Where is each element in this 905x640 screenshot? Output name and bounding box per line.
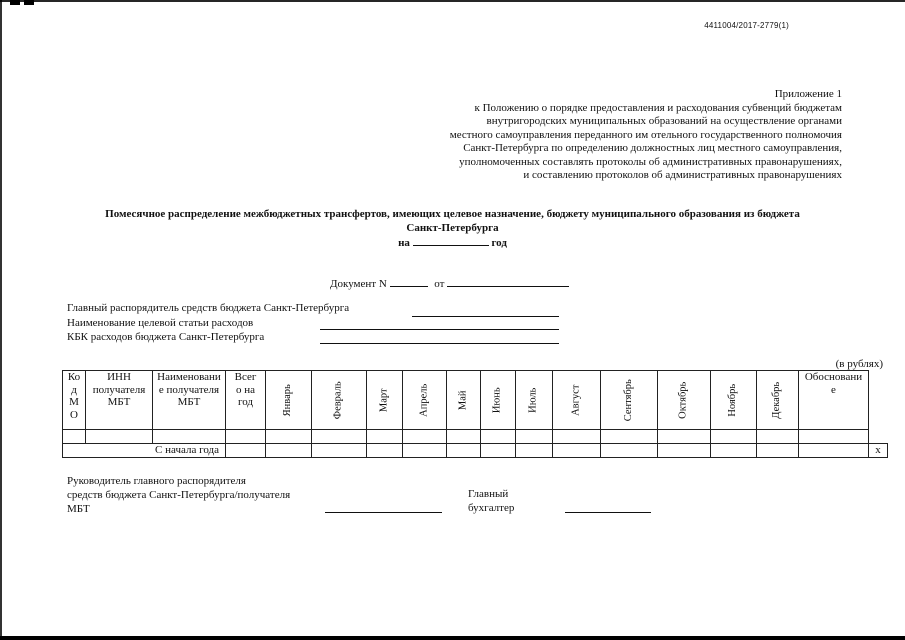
accountant-title-line: Главный [468, 488, 509, 500]
table-cell[interactable] [799, 430, 869, 444]
table-cell[interactable] [312, 444, 367, 458]
document-line [330, 276, 569, 290]
header-month-apr: Апрель [403, 371, 447, 430]
head-title-line: средств бюджета Санкт-Петербурга/получателя [67, 489, 291, 501]
accountant-signature-block [468, 487, 514, 515]
document-from: от [434, 278, 445, 290]
scan-mark [10, 0, 20, 5]
scan-border-top [0, 0, 905, 2]
table-cell[interactable] [553, 444, 601, 458]
document-date-blank [447, 276, 569, 287]
appendix-line: местного самоуправления переданного им отельного государственного полномочия [449, 128, 842, 141]
table-cell[interactable] [757, 430, 799, 444]
appendix-line: к Положению о порядке предоставления и расходования субвенций бюджетам [474, 101, 842, 114]
document-number: 4411004/2017-2779(1) [704, 21, 789, 30]
target-article-blank [320, 328, 559, 330]
title-prefix: на [398, 237, 410, 249]
table-header-row [63, 371, 888, 430]
head-signature-blank [325, 511, 442, 513]
header-month-mar: Март [367, 371, 403, 430]
table-cell[interactable] [312, 430, 367, 444]
header-month-nov: Ноябрь [711, 371, 757, 430]
table-cell[interactable] [711, 430, 757, 444]
accountant-signature-blank [565, 511, 651, 513]
table-cell[interactable] [711, 444, 757, 458]
header-total: Всег о на год [226, 371, 266, 430]
since-start-row [63, 444, 888, 458]
header-month-oct: Октябрь [658, 371, 711, 430]
table-cell[interactable] [516, 430, 553, 444]
justification-x: x [869, 444, 888, 458]
table-cell[interactable] [447, 444, 481, 458]
appendix-line: внутригородских муниципальных образований на осуществление органами [486, 115, 842, 127]
transfers-table [62, 370, 888, 458]
header-month-aug: Август [553, 371, 601, 430]
table-cell[interactable] [367, 430, 403, 444]
table-cell[interactable] [516, 444, 553, 458]
table-cell[interactable] [481, 444, 516, 458]
header-month-jun: Июнь [481, 371, 516, 430]
table-cell[interactable] [553, 430, 601, 444]
header-month-jan: Январь [266, 371, 312, 430]
title-suffix: год [491, 237, 507, 249]
document-number-blank [390, 276, 428, 287]
header-month-dec: Декабрь [757, 371, 799, 430]
appendix-line: уполномоченных составлять протоколы об административных правонарушениях, [459, 155, 842, 168]
header-inn: ИНН получателя МБТ [86, 371, 153, 430]
scan-border-left [0, 0, 2, 640]
title-line: Помесячное распределение межбюджетных трансфертов, имеющих целевое назначение, бюджету муниципального образования из бюджета [105, 208, 800, 220]
table-cell[interactable] [447, 430, 481, 444]
document-label: Документ N [330, 278, 387, 290]
table-cell[interactable] [226, 444, 266, 458]
table-cell[interactable] [757, 444, 799, 458]
table-cell[interactable] [367, 444, 403, 458]
header-kod: Ко д М О [63, 371, 86, 430]
header-month-sep: Сентябрь [601, 371, 658, 430]
table-row [63, 430, 888, 444]
header-month-jul: Июль [516, 371, 553, 430]
table-cell[interactable] [266, 444, 312, 458]
target-article-label: Наименование целевой статьи расходов [67, 317, 254, 329]
scan-mark [24, 0, 34, 5]
header-justification: Обосновани е [799, 371, 869, 430]
table-cell[interactable] [658, 430, 711, 444]
since-start-label: С начала года [63, 444, 226, 458]
table-cell[interactable] [481, 430, 516, 444]
title-year-line [60, 235, 845, 251]
head-title-line: МБТ [67, 503, 90, 515]
table-cell[interactable] [601, 444, 658, 458]
title-line: Санкт-Петербурга [406, 221, 499, 234]
main-admin-label: Главный распорядитель средств бюджета Санкт-Петербурга [67, 302, 350, 314]
table-cell[interactable] [266, 430, 312, 444]
head-signature-block [67, 474, 290, 516]
appendix-line: и составлению протоколов об административных правонарушениях [523, 169, 842, 181]
kbk-blank [320, 342, 559, 344]
head-title-line: Руководитель главного распорядителя [67, 475, 246, 487]
table-cell[interactable] [403, 444, 447, 458]
header-month-feb: Февраль [312, 371, 367, 430]
table-cell[interactable] [226, 430, 266, 444]
appendix-line: Санкт-Петербурга по определению должностных лиц местного самоуправления, [463, 142, 842, 154]
table-cell[interactable] [658, 444, 711, 458]
header-month-may: Май [447, 371, 481, 430]
kbk-label: КБК расходов бюджета Санкт-Петербурга [67, 331, 265, 343]
main-admin-blank [412, 315, 559, 317]
table-cell[interactable] [601, 430, 658, 444]
table-cell[interactable] [63, 430, 86, 444]
units-label: (в рублях) [835, 358, 883, 370]
document-title [60, 208, 845, 251]
scan-border-bottom [0, 636, 905, 640]
table-cell[interactable] [153, 430, 226, 444]
table-cell[interactable] [86, 430, 153, 444]
accountant-title-line: бухгалтер [468, 502, 515, 514]
table-cell[interactable] [403, 430, 447, 444]
appendix-line: Приложение 1 [774, 88, 842, 100]
year-blank [413, 235, 489, 246]
table-cell[interactable] [799, 444, 869, 458]
appendix-header [342, 88, 842, 183]
header-recipient-name: Наименовани е получателя МБТ [153, 371, 226, 430]
